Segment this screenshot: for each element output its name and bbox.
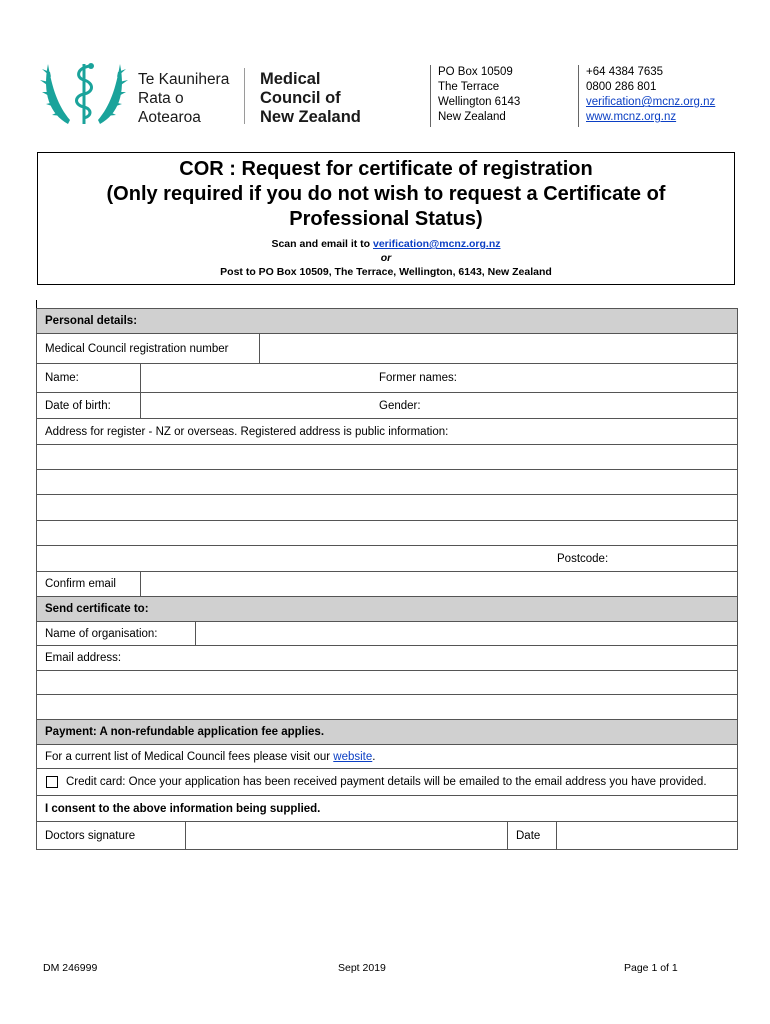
email-address-row[interactable] <box>37 646 737 671</box>
form-subtitle: (Only required if you do not wish to request a Certificate of Professional Status) <box>106 183 666 230</box>
title-box <box>37 152 735 285</box>
signature-row <box>37 822 737 850</box>
email-address-line-field[interactable] <box>37 695 737 720</box>
address-line-field[interactable] <box>37 470 737 495</box>
scan-instruction <box>38 237 734 252</box>
field-label: Gender: <box>379 399 421 412</box>
section-heading: Personal details: <box>45 315 138 327</box>
postal-address <box>430 65 520 127</box>
postcode-row[interactable] <box>37 546 737 572</box>
form-title: COR : Request for certificate of registration <box>179 158 593 180</box>
org-name-english-line: Medical <box>260 70 321 88</box>
fees-row <box>37 745 737 769</box>
fees-text <box>45 751 375 763</box>
logo-divider <box>244 68 245 124</box>
field-label: Date <box>516 829 541 842</box>
contact-details <box>578 65 715 127</box>
postal-line: The Terrace <box>438 81 500 93</box>
field-label: Email address: <box>45 652 122 664</box>
name-row <box>37 364 737 393</box>
credit-card-label: Credit card: Once your application has been received payment details will be emailed to the email address you have provided. <box>66 776 707 788</box>
org-name-english <box>260 70 361 127</box>
org-name-maori <box>138 70 229 127</box>
former-names-field[interactable] <box>467 364 737 392</box>
postal-line: PO Box 10509 <box>438 66 513 78</box>
field-label: Former names: <box>379 372 457 384</box>
address-label-row <box>37 419 737 445</box>
field-label: Medical Council registration number <box>45 342 229 355</box>
contact-email-link[interactable]: verification@mcnz.org.nz <box>586 96 716 108</box>
signature-field[interactable] <box>186 822 507 849</box>
postal-line: Wellington 6143 <box>438 96 521 108</box>
org-name-maori-line: Rata o <box>138 90 184 107</box>
organisation-name-field[interactable] <box>196 622 737 645</box>
credit-card-checkbox[interactable] <box>46 776 58 788</box>
document-id: DM 246999 <box>43 962 98 974</box>
scan-prefix: Scan and email it to <box>271 238 373 250</box>
section-heading: Send certificate to: <box>45 603 149 615</box>
date-of-birth-field[interactable] <box>141 393 371 418</box>
confirm-email-field[interactable] <box>141 572 737 596</box>
confirm-email-row <box>37 572 737 597</box>
phone-number: +64 4384 7635 <box>586 66 664 78</box>
registration-number-row <box>37 334 737 364</box>
section-heading: Payment: A non-refundable application fee applies. <box>45 726 325 738</box>
field-label: Doctors signature <box>45 829 136 842</box>
scan-email-link[interactable]: verification@mcnz.org.nz <box>373 238 501 250</box>
send-certificate-header <box>37 597 737 622</box>
field-label: Confirm email <box>45 578 116 590</box>
postal-line: New Zealand <box>438 111 506 123</box>
fees-suffix: . <box>372 750 376 763</box>
website-link[interactable]: www.mcnz.org.nz <box>586 111 677 123</box>
page-number: Page 1 of 1 <box>624 962 678 974</box>
field-label: Name: <box>45 372 79 384</box>
document-date: Sept 2019 <box>338 962 386 974</box>
org-name-english-line: New Zealand <box>260 108 361 126</box>
field-label: Date of birth: <box>45 399 111 412</box>
website-fees-link[interactable]: website <box>333 750 373 763</box>
cell-divider <box>507 822 508 849</box>
payment-header <box>37 720 737 745</box>
registration-number-field[interactable] <box>260 334 737 363</box>
address-line-field[interactable] <box>37 521 737 546</box>
mcnz-logo-emblem <box>36 58 132 128</box>
personal-details-header <box>37 309 737 334</box>
org-name-maori-line: Aotearoa <box>138 109 201 126</box>
post-instruction: Post to PO Box 10509, The Terrace, Wellington, 6143, New Zealand <box>220 266 552 278</box>
gender-field[interactable] <box>432 393 737 418</box>
registration-form <box>36 308 738 850</box>
date-field[interactable] <box>557 822 737 849</box>
fees-prefix: For a current list of Medical Council fees please visit our <box>45 750 334 763</box>
dob-row <box>37 393 737 419</box>
or-separator: or <box>380 252 392 264</box>
name-field[interactable] <box>141 364 371 392</box>
consent-text: I consent to the above information being supplied. <box>45 802 321 815</box>
email-address-line-field[interactable] <box>37 671 737 695</box>
credit-card-row <box>37 769 737 796</box>
organisation-row <box>37 622 737 646</box>
org-name-english-line: Council of <box>260 89 341 107</box>
field-label: Address for register - NZ or overseas. Registered address is public information: <box>45 425 449 438</box>
field-label: Postcode: <box>557 552 609 565</box>
freephone-number: 0800 286 801 <box>586 81 657 93</box>
field-label: Name of organisation: <box>45 627 158 640</box>
address-line-field[interactable] <box>37 495 737 521</box>
org-name-maori-line: Te Kaunihera <box>138 71 230 88</box>
consent-row <box>37 796 737 822</box>
address-line-field[interactable] <box>37 445 737 470</box>
